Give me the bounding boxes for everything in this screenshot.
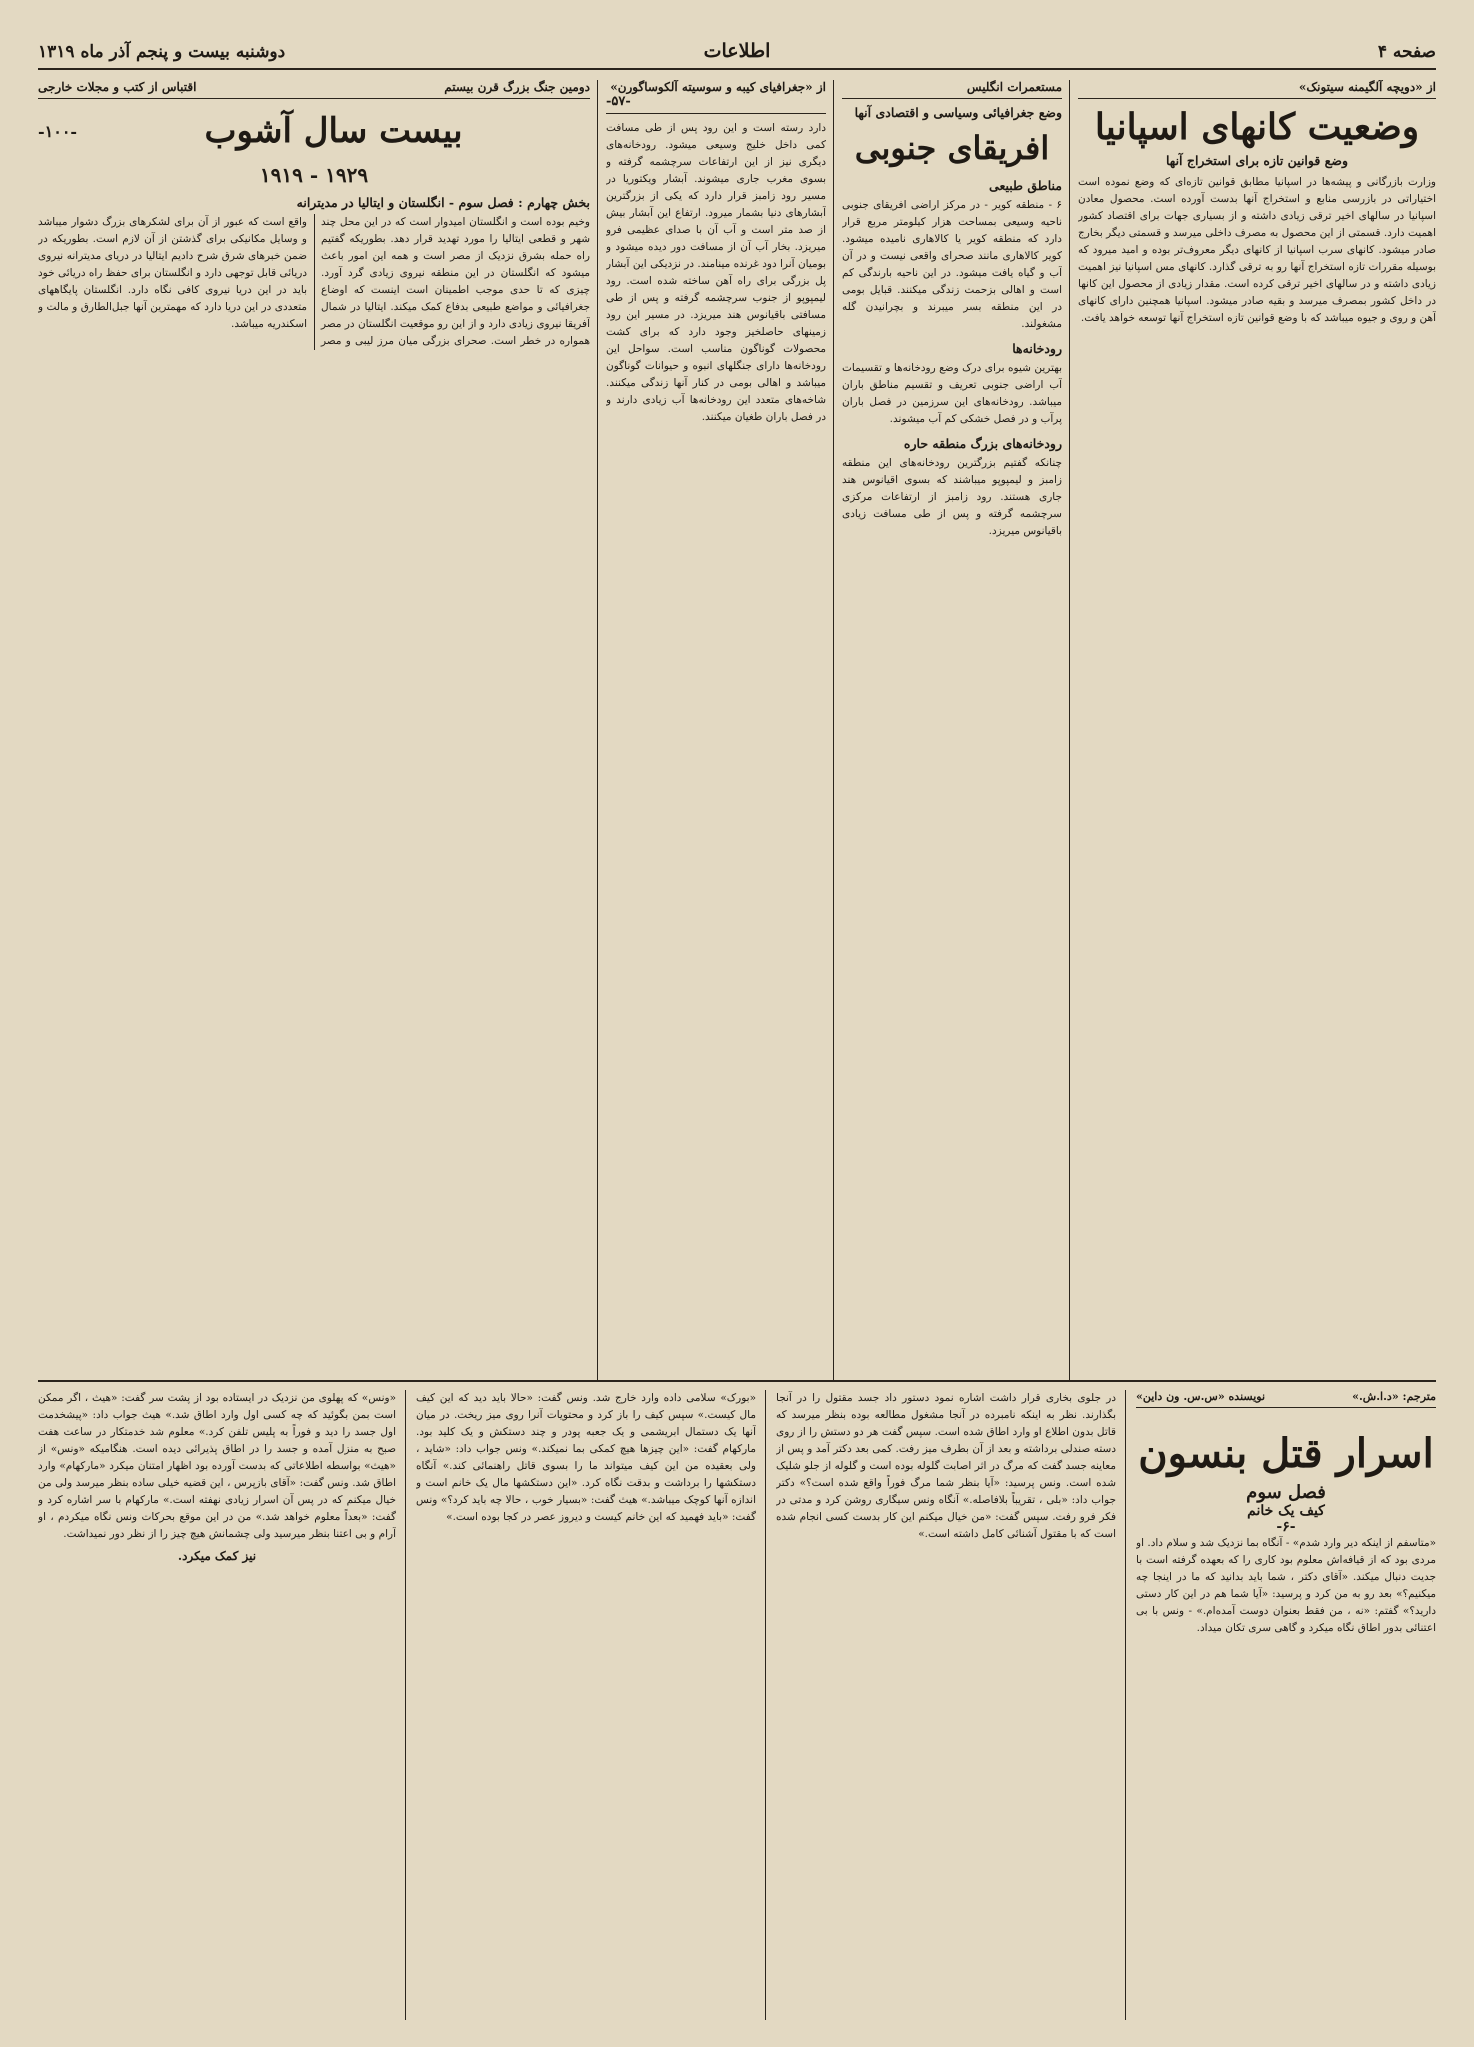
section-heading: رودخانه‌های بزرگ منطقه حاره bbox=[903, 436, 1062, 451]
section-body: ۶ - منطقه کویر - در مرکز اراضی افریقای جنوبی ناحیه وسیعی بمساحت هزار کیلومتر مربع قرار دارد که منطقه کویر یا کالاهاری نامیده میشود. کویر کالاهاری مانند صحرای واقعی نیست و در آن آب و گیاه یافت میشود. در این ناحیه بارندگی کم است و اهالی بزحمت زندگی میکنند. قبایل بومی در این منطقه بسر میبرند و بچرانیدن گله مشغولند. bbox=[842, 199, 1062, 330]
article-source: اقتباس از کتب و مجلات خارجی bbox=[38, 80, 197, 94]
article-body: وزارت بازرگانی و پیشه‌ها در اسپانیا مطابق قوانین تازه‌ای که وضع نموده است اختیاراتی در بازرسی منابع و استخراج آنها بدست آورده است. محصول معادن اسپانیا در سالهای اخیر ترقی زیادی داشته و از بسیاری جهات برای اقتصاد کشور اهمیت دارد. قسمتی از این محصول به مصرف داخلی میرسد و قسمتی دیگر بخارج صادر میشود. کانهای سرب اسپانیا از کانهای دیگر معروف‌تر بوده و امید میرود که بوسیله مقررات تازه استخراج آنها رو به ترقی گذارد. کانهای مس اسپانیا نیز اهمیت زیادی داشته و در سالهای اخیر ترقی کرده است. مقدار زیادی از محصول این کانها در داخل کشور بمصرف میرسد و بقیه صادر میشود. اسپانیا همچنین دارای کانهای آهن و روی و جیوه میباشد که با وضع قوانین تازه استخراج آنها توسعه خواهد یافت. bbox=[1078, 176, 1436, 324]
story-column-4 bbox=[38, 1390, 396, 2020]
story-author: نویسنده «س.س. ون داین» bbox=[1136, 1390, 1266, 1403]
article-south-africa bbox=[842, 80, 1062, 1380]
article-body: دارد رسته است و این رود پس از طی مسافت کمی داخل خلیج وسیعی میشود. رودخانه‌های دیگری نیز از این ارتفاعات سرچشمه گرفته و بسوی مغرب جاری میشوند. آبشار ویکتوریا در مسیر رود زامبز قرار دارد که یکی از بزرگترین آبشارهای دنیا بشمار میرود. ارتفاع این آبشار بیش از صد متر است و آب آن با صدای عظیمی فرو میریزد. بخار آب آن از مسافت دور دیده میشود و بومیان آنرا دود غرنده مینامند. در نزدیکی این آبشار پل بزرگی برای راه آهن ساخته شده است. رود لیمپوپو از جنوب سرچشمه گرفته و پس از طی مسافتی باقیانوس هند میریزد. در مسیر این رود زمینهای حاصلخیز وجود دارد که برای کشت محصولات گوناگون مناسب است. سواحل این رودخانه‌ها دارای جنگلهای انبوه و حیوانات گوناگون میباشد و اهالی بومی در کنار آنها زندگی میکنند. شاخه‌های متعدد این رودخانه‌ها آب زیادی دارند و در فصل باران طغیان میکنند. bbox=[606, 122, 826, 423]
story-body: «متاسفم از اینکه دیر وارد شدم» - آنگاه بما نزدیک شد و سلام داد. او مردی بود که از قیافه‌اش معلوم بود کاری را که بعهده گرفته است با جدیت دنبال میکند. «آقای دکتر ، شما باید بدانید که ما در اینجا چه میکنیم؟» بعد رو به من کرد و پرسید: «آیا شما هم در این کار دستی دارید؟» گفتم: «نه ، من فقط بعنوان دوست آمده‌ام.» - ونس با بی اعتنائی بدور اطاق نگاه میکرد و گاهی سری تکان میداد. bbox=[1136, 1537, 1436, 1634]
story-column-2 bbox=[776, 1390, 1116, 2020]
story-chapter-title: کیف یک خانم bbox=[1247, 1503, 1325, 1519]
article-subtitle: وضع قوانین تازه برای استخراج آنها bbox=[1166, 153, 1348, 168]
article-title: وضعیت کانهای اسپانیا bbox=[1094, 106, 1420, 148]
story-part: فصل سوم bbox=[1246, 1482, 1326, 1503]
article-years: ۱۹۲۹ - ۱۹۱۹ bbox=[259, 163, 369, 187]
article-subtitle: وضع جغرافیائی وسیاسی و اقتصادی آنها bbox=[854, 105, 1062, 120]
section-divider bbox=[38, 1380, 1436, 1382]
article-south-africa-continued bbox=[606, 80, 826, 1380]
section-body: بهترین شیوه برای درک وضع رودخانه‌ها و تقسیمات آب اراضی جنوبی تعریف و تقسیم مناطق باران میباشد. رودخانه‌های این سرزمین در فصل باران پرآب و در فصل خشکی کم آب میشوند. bbox=[842, 362, 1062, 425]
article-spain-mines bbox=[1078, 80, 1436, 1380]
article-source: از «دویچه آلگیمنه سیتونک» bbox=[1298, 80, 1436, 94]
article-title: افریقای جنوبی bbox=[854, 129, 1050, 167]
article-source: از «جغرافیای کیبه و سوسیته آلکوساگورن» bbox=[610, 80, 826, 94]
article-series-name: مستعمرات انگلیس bbox=[966, 80, 1062, 94]
article-number: -۱۰۰- bbox=[38, 121, 78, 141]
story-ending: نیز کمک میکرد. bbox=[177, 1549, 257, 1563]
story-body: در جلوی بخاری قرار داشت اشاره نمود دستور داد جسد مقتول را در آنجا بگذارند. نظر به اینکه نامبرده در آنجا مشغول مطالعه بوده بنظر میرسد که قاتل بدون اطلاع او وارد اطاق شده است. سپس گفت هر دو دستش را از روی دسته صندلی برداشته و بعد از آن بطرف میز رفت. کمی بعد دکتر آمد و پس از معاینه جسد گفت که مرگ در اثر اصابت گلوله بوده است و گلوله از جلو شلیک شده است. ونس پرسید: «آیا بنظر شما مرگ فوراً واقع شده است؟» دکتر جواب داد: «بلی ، تقریباً بلافاصله.» آنگاه ونس سیگاری روشن کرد و مدتی در فکر فرو رفت. سپس گفت: «من خیال میکنم این کار بدست کسی انجام شده است که با مقتول آشنائی کامل داشته است.» bbox=[776, 1392, 1116, 1540]
story-translator: مترجم: «د.ا.ش.» bbox=[1352, 1390, 1436, 1403]
story-column-3 bbox=[416, 1390, 756, 2020]
newspaper-page bbox=[38, 38, 1436, 2028]
page-header bbox=[38, 38, 1436, 70]
newspaper-name: اطلاعات bbox=[703, 40, 771, 62]
serial-story bbox=[1136, 1390, 1436, 2020]
story-title: اسرار قتل بنسون bbox=[1138, 1430, 1434, 1477]
section-body: چنانکه گفتیم بزرگترین رودخانه‌های این منطقه زامبز و لیمپوپو میباشند که بسوی اقیانوس هند جاری هستند. رود زامبز از ارتفاعات مرکزی سرچشمه گرفته و پس از طی مسافت زیادی باقیانوس میریزد. bbox=[842, 457, 1062, 537]
article-number: -۵۷- bbox=[606, 94, 631, 109]
story-episode-number: -۶- bbox=[1276, 1519, 1296, 1535]
section-heading: بخش چهارم : فصل سوم - انگلستان و ایتالیا در مدیترانه bbox=[296, 195, 590, 210]
article-body: وخیم بوده است و انگلستان امیدوار است که در این محل چند شهر و قطعی ایتالیا را مورد تهدید قرار دهد. بطوریکه گفتیم راه حمله بشرق نزدیک از مصر است و همه این امور باعث میشود که انگلستان در این منطقه نیروی زیادی گرد آورد. چیزی که تا حدی موجب اطمینان است اینست که اوضاع جغرافیائی و مواضع طبیعی بدفاع کمک میکند. ایتالیا در شمال آفریقا نیروی زیادی دارد و از این رو موقعیت انگلستان در مصر همواره در خطر است. صحرای بزرگی میان مرز لیبی و مصر واقع است که عبور از آن برای لشکرهای بزرگ دشوار میباشد و وسایل مکانیکی برای گذشتن از آن لازم است. بطوریکه در ضمن خبرهای شرق شرح دادیم ایتالیا در دریای مدیترانه نیروی دریائی قابل توجهی دارد و انگلستان برای حفظ راه دریائی خود باید در این دریا نیروی کافی نگاه دارد. انگلستان پایگاههای متعددی در این دریا دارد که مهمترین آنها جبل‌الطارق و مالت و اسکندریه میباشد. bbox=[38, 216, 590, 347]
story-body: «بورک» سلامی داده وارد خارج شد. ونس گفت: «حالا باید دید که این کیف مال کیست.» سپس کیف را باز کرد و محتویات آنرا روی میز ریخت. در میان آنها یک دستمال ابریشمی و یک جعبه پودر و چند دستکش و یک کلید بود. مارکهام گفت: «این چیزها هیچ کمکی بما نمیکند.» ونس جواب داد: «شاید ، ولی بعقیده من این کیف میتواند ما را بسوی قاتل راهنمائی کند.» آنگاه دستکشها را برداشت و بدقت نگاه کرد. «این دستکشها مال یک خانم است و اندازه آنها کوچک میباشد.» هیث گفت: «بسیار خوب ، حالا چه باید کرد؟» ونس گفت: «باید فهمید که این خانم کیست و دیروز عصر در کجا بوده است.» bbox=[416, 1392, 756, 1523]
section-heading: رودخانه‌ها bbox=[1012, 341, 1062, 356]
article-twenty-years bbox=[38, 80, 590, 1380]
story-body: «ونس» که پهلوی من نزدیک در ایستاده بود از پشت سر گفت: «هیث ، اگر ممکن است بمن بگوئید که چه کسی اول وارد اطاق شد.» هیث جواب داد: «پیشخدمت اول جسد را دید و فوراً به پلیس تلفن کرد.» معلوم شد خدمتکار در ساعت هفت صبح به منزل آمده و جسد را در اطاق پذیرائی دیده است. هنگامیکه «ونس» از «هیث» بواسطه اطلاعاتی که بدست آورده بود اظهار امتنان میکرد «مارکهام» وارد اطاق شد. ونس گفت: «آقای بازپرس ، این قضیه خیلی ساده بنظر میرسد ولی من خیال میکنم که در پس آن اسرار زیادی نهفته است.» مارکهام با سر اشاره کرد و گفت: «بعداً معلوم خواهد شد.» من در این موقع بحرکات ونس نگاه میکردم ، او آرام و بی اعتنا بنظر میرسید ولی چشمانش هیچ چیز را از نظر دور نمیداشت. bbox=[38, 1392, 396, 1540]
article-title: بیست سال آشوب bbox=[204, 111, 463, 151]
section-heading: مناطق طبیعی bbox=[989, 178, 1062, 193]
page-number: صفحه ۴ bbox=[1377, 42, 1436, 62]
issue-date: دوشنبه بیست و پنجم آذر ماه ۱۳۱۹ bbox=[38, 42, 286, 62]
article-series-name: دومین جنگ بزرگ قرن بیستم bbox=[444, 80, 590, 94]
